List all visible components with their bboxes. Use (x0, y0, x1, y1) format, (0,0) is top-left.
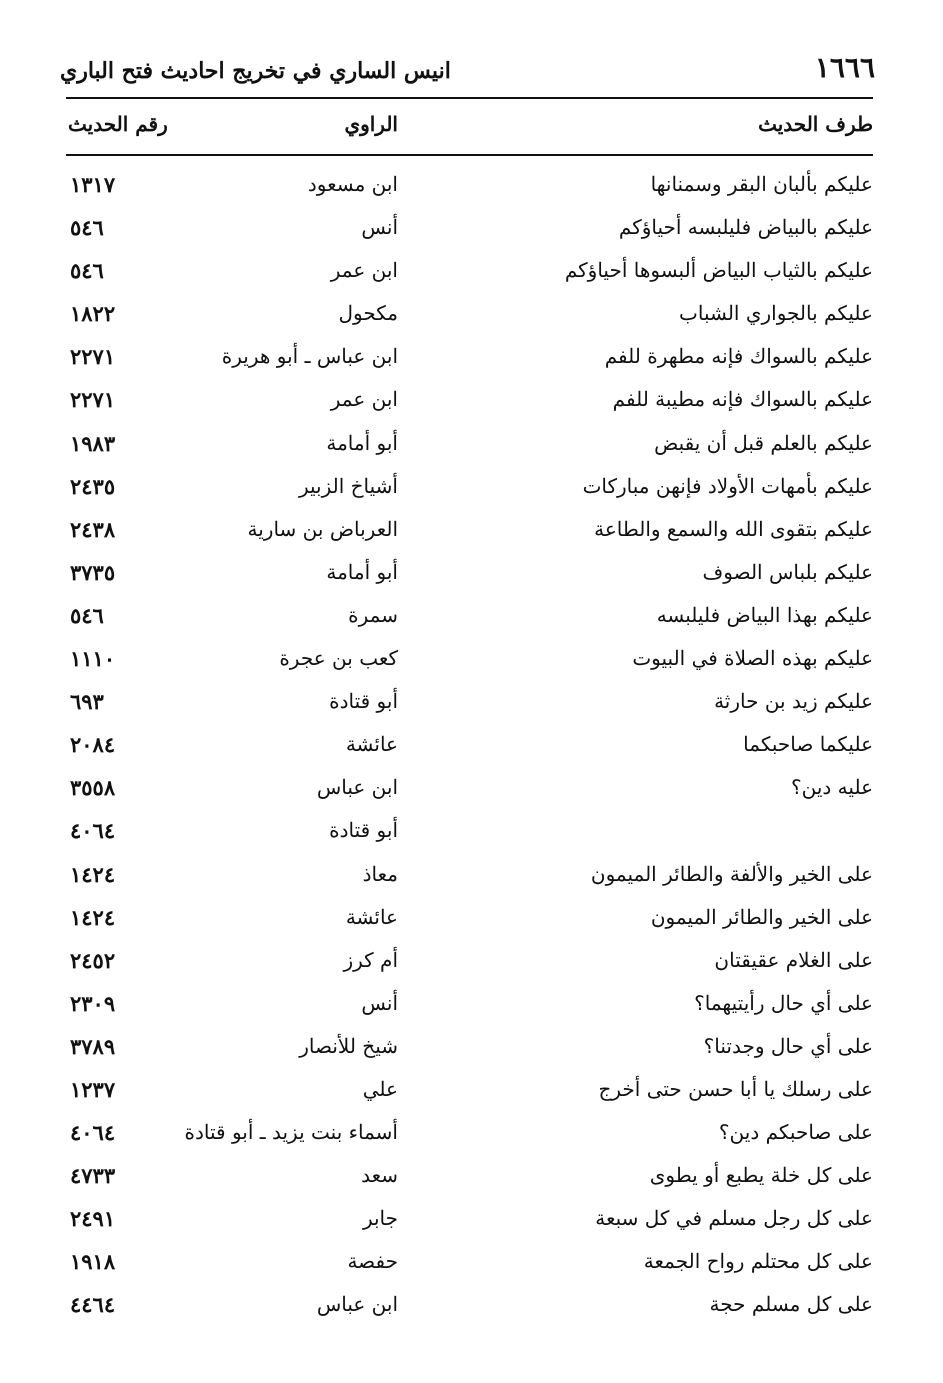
hadith-number: ٣٧٣٥ (70, 559, 116, 585)
hadith-number: ١٩١٨ (70, 1249, 116, 1275)
narrator-name: أبو قتادة (329, 818, 398, 843)
table-row (0, 1069, 943, 1112)
hadith-text: على الخير والألفة والطائر الميمون (590, 861, 873, 886)
hadith-number: ٣٧٨٩ (70, 1033, 116, 1059)
narrator-name: أسماء بنت يزيد ـ أبو قتادة (184, 1120, 398, 1145)
narrator-name: ابن عباس (316, 1292, 398, 1317)
table-row (0, 1155, 943, 1198)
hadith-text: على رسلك يا أبا حسن حتى أخرج (598, 1076, 873, 1101)
narrator-name: سعد (361, 1163, 398, 1188)
hadith-text: عليكم بالبياض فليلبسه أحياؤكم (618, 215, 873, 240)
hadith-number: ١٤٢٤ (70, 861, 116, 887)
hadith-text: على كل مسلم حجة (709, 1292, 873, 1317)
running-head (60, 40, 875, 84)
column-header-number: رقم الحديث (68, 112, 168, 136)
hadith-number: ٢٢٧١ (70, 387, 116, 413)
hadith-number: ٤٤٦٤ (70, 1292, 116, 1318)
table-row (0, 595, 943, 638)
table-row (0, 983, 943, 1026)
hadith-text: على كل رجل مسلم في كل سبعة (595, 1206, 873, 1231)
hadith-number: ٣٥٥٨ (70, 775, 116, 801)
hadith-number: ٢٤٥٢ (70, 947, 116, 973)
hadith-number: ١٨٢٢ (70, 301, 116, 327)
table-row (0, 466, 943, 509)
column-header-narrator: الراوي (344, 112, 398, 136)
hadith-text: على كل محتلم رواح الجمعة (643, 1249, 873, 1274)
table-row (0, 1241, 943, 1284)
narrator-name: علي (362, 1076, 398, 1101)
table-row (0, 423, 943, 466)
narrator-name: مكحول (338, 301, 398, 326)
table-row (0, 681, 943, 724)
narrator-name: حفصة (347, 1249, 398, 1274)
table-row (0, 336, 943, 379)
hadith-number: ٤٧٣٣ (70, 1163, 116, 1189)
narrator-name: أم كرز (343, 947, 398, 972)
hadith-text: على الغلام عقيقتان (714, 947, 873, 972)
narrator-name: معاذ (362, 861, 398, 886)
table-row (0, 638, 943, 681)
table-row (0, 1026, 943, 1069)
narrator-name: أبو أمامة (326, 430, 398, 455)
hadith-number: ٥٤٦ (70, 215, 104, 241)
table-row (0, 897, 943, 940)
narrator-name: ابن عباس (316, 775, 398, 800)
table-row (0, 810, 943, 853)
table-row (0, 164, 943, 207)
table-row (0, 1284, 943, 1327)
book-title: انيس الساري في تخريج احاديث فتح الباري (60, 58, 451, 84)
hadith-number: ٢٤٣٥ (70, 473, 116, 499)
table-row (0, 1198, 943, 1241)
table-row (0, 1112, 943, 1155)
table-row (0, 940, 943, 983)
hadith-number: ٥٤٦ (70, 258, 104, 284)
hadith-number: ١٣١٧ (70, 172, 116, 197)
hadith-number: ٢٢٧١ (70, 344, 116, 370)
hadith-text: عليكم بأمهات الأولاد فإنهن مباركات (582, 473, 873, 498)
hadith-text: عليكم بالجواري الشباب (679, 301, 873, 326)
hadith-text: عليكم بتقوى الله والسمع والطاعة (594, 516, 873, 541)
narrator-name: العرباض بن سارية (247, 516, 398, 541)
narrator-name: ابن عباس ـ أبو هريرة (221, 344, 398, 369)
page-number: ١٦٦٦ (814, 51, 875, 84)
narrator-name: عائشة (345, 904, 398, 929)
hadith-text: عليكم زيد بن حارثة (714, 689, 873, 714)
table-row (0, 293, 943, 336)
hadith-number: ٢٤٣٨ (70, 516, 116, 542)
hadith-number: ٤٠٦٤ (70, 818, 116, 844)
table-row (0, 207, 943, 250)
narrator-name: كعب بن عجرة (279, 646, 398, 671)
hadith-text: عليكم بلباس الصوف (702, 559, 873, 584)
narrator-name: سمرة (348, 602, 398, 627)
table-row (0, 509, 943, 552)
hadith-text: عليكم بالثياب البياض ألبسوها أحياؤكم (564, 258, 873, 283)
hadith-number: ٢٤٩١ (70, 1206, 116, 1232)
hadith-number: ١٩٨٣ (70, 430, 116, 456)
hadith-text: على أي حال رأيتيهما؟ (694, 990, 873, 1015)
table-row (0, 250, 943, 293)
hadith-text: عليكم بالسواك فإنه مطهرة للفم (604, 344, 873, 369)
hadith-index-table (0, 164, 943, 1328)
hadith-number: ٢٣٠٩ (70, 990, 116, 1016)
hadith-text: على كل خلة يطبع أو يطوى (649, 1163, 873, 1188)
narrator-name: ابن مسعود (307, 172, 398, 196)
narrator-name: جابر (362, 1206, 398, 1231)
header-rule (66, 97, 873, 99)
narrator-name: أنس (361, 990, 398, 1015)
narrator-name: أشياخ الزبير (298, 473, 398, 498)
hadith-text: عليكم بألبان البقر وسمنانها (650, 172, 873, 196)
table-row (0, 854, 943, 897)
hadith-text: عليكما صاحبكما (743, 732, 873, 757)
hadith-text: على صاحبكم دين؟ (718, 1120, 873, 1145)
hadith-number: ٦٩٣ (70, 689, 104, 715)
hadith-number: ١١١٠ (70, 646, 116, 672)
hadith-text: عليكم بهذا البياض فليلبسه (656, 602, 873, 627)
hadith-number: ٢٠٨٤ (70, 732, 116, 758)
hadith-number: ٤٠٦٤ (70, 1120, 116, 1146)
hadith-text: عليكم بهذه الصلاة في البيوت (632, 646, 873, 671)
hadith-number: ١٤٢٤ (70, 904, 116, 930)
column-header-hadith: طرف الحديث (758, 112, 873, 136)
table-row (0, 767, 943, 810)
narrator-name: شيخ للأنصار (299, 1033, 398, 1058)
narrator-name: عائشة (345, 732, 398, 757)
narrator-name: أنس (361, 215, 398, 240)
hadith-number: ٥٤٦ (70, 602, 104, 628)
hadith-text: عليكم بالعلم قبل أن يقبض (654, 430, 873, 455)
hadith-text: على أي حال وجدتنا؟ (703, 1033, 873, 1058)
narrator-name: أبو قتادة (329, 689, 398, 714)
table-row (0, 724, 943, 767)
narrator-name: ابن عمر (330, 387, 398, 412)
narrator-name: ابن عمر (330, 258, 398, 283)
table-row (0, 552, 943, 595)
hadith-number: ١٢٣٧ (70, 1076, 116, 1102)
hadith-text: عليكم بالسواك فإنه مطيبة للفم (612, 387, 873, 412)
table-row (0, 379, 943, 422)
hadith-text: على الخير والطائر الميمون (650, 904, 873, 929)
narrator-name: أبو أمامة (326, 559, 398, 584)
hadith-text: عليه دين؟ (791, 775, 873, 800)
column-header-rule (66, 154, 873, 156)
